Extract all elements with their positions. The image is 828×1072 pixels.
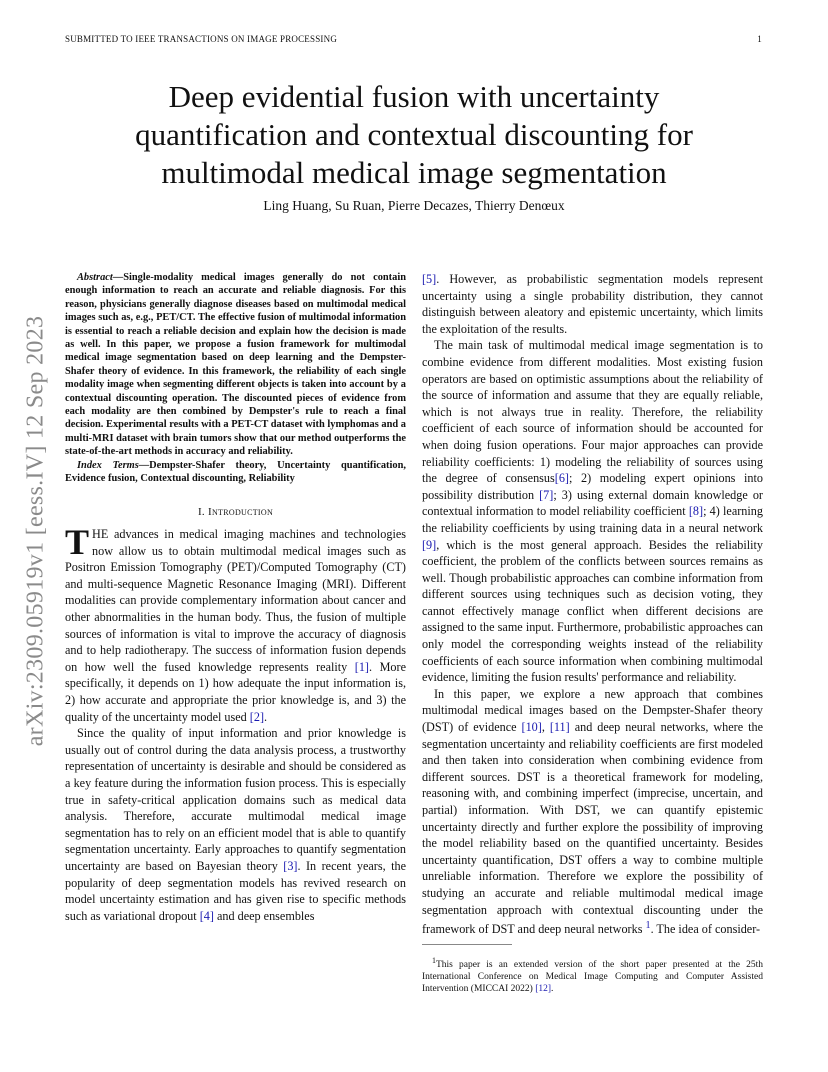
page-number: 1 (757, 34, 762, 44)
paragraph-text: The main task of multimodal medical image segmentation is to combine evidence from different modalities. Most existing fusion operators are based on optimistic assumptions about the reliability of the source of information and assume that they are equally reliable, which is not always true in reality. Therefore, the reliability coefficient of each source of information should be accounted for when doing fusion operations. Four major approaches can provide reliability coefficients: 1) modeling the reliability of sources using the degree of consensus (422, 338, 763, 486)
title-line: quantification and contextual discounting for (135, 117, 693, 152)
paragraph-text: . However, as probabilistic segmentation models represent uncertainty using a single probability distribution, they cannot distinguish between aleatory and epistemic uncertainty, which limits the exploitation of the results. (422, 272, 763, 336)
paragraph-text: . (264, 709, 268, 724)
paragraph-text: and deep neural networks, where the segmentation uncertainty and reliability coefficients are first modeled and then taken into consideration when combining evidence from different sources. DST is a theoretical framework for modeling, reasoning with, and combining imperfect (imprecise, uncertain, and partial) information. With DST, we can quantify epistemic uncertainty directly and further explore the possibility of improving the model reliability based on the quantified uncertainty. Besides uncertainty quantification, DST offers a way to combine multiple unreliable information. Therefore we explore the possibility of studying an accurate and reliable multimodal medical image segmentation approach with contextual discounting under the framework of DST and deep neural networks (422, 720, 763, 937)
paragraph-text: and deep ensembles (213, 908, 315, 923)
citation-link[interactable]: [11] (549, 720, 570, 735)
paragraph-text: ; 3) using external domain knowledge or contextual information to model reliability coefficient (422, 487, 763, 519)
intro-paragraph (65, 725, 406, 924)
body-paragraph (422, 271, 763, 337)
footnote (422, 955, 763, 995)
running-header (65, 34, 762, 48)
citation-link[interactable]: [12] (535, 983, 552, 994)
index-terms (65, 459, 406, 486)
paragraph-text: . The idea of consider- (650, 922, 761, 937)
citation-link[interactable]: [2] (249, 709, 265, 724)
citation-link[interactable]: [4] (199, 908, 214, 923)
section-heading: I. Introduction (197, 505, 274, 518)
paragraph-text: , which is the most general approach. Besides the reliability coefficient, the problem of the conflicts between sources remains as well. Though probabilistic approaches can combine information from different sources using techniques such as decision voting, they cannot effectively manage conflict when different decisions are assigned to the same input. Furthermore, probabilistic approaches can only model the corresponding weights instead of the reliability coefficients of each source information when combining multimodal evidence, limiting the fusion results' performance and reliability. (422, 537, 763, 685)
left-column (65, 271, 406, 924)
footnote-marker[interactable]: 1 (645, 920, 651, 932)
citation-link[interactable]: [1] (354, 659, 369, 674)
paragraph-text: ; 4) learning the reliability coefficients by using training data in a neural network (422, 504, 763, 535)
abstract-text: —Single-modality medical images generally do not contain enough information to reach an accurate and reliable diagnosis. For this reason, physicians generally diagnose diseases based on multimodal medical images such as, e.g., PET/CT. The effective fusion of multimodal information is essential to reach a reliable decision and explain how the decision is made as well. In this paper, we propose a fusion framework for multimodal medical image segmentation based on deep learning and the Dempster-Shafer theory of evidence. In this framework, the reliability of each single modality image when segmenting different objects is taken into account by a contextual discounting operation. The discounted pieces of evidence from each modality are then combined by Dempster's rule to reach a final decision. Experimental results with a PET-CT dataset with lymphomas and a multi-MRI dataset with brain tumors show that our method outperforms the state-of-the-art methods in accuracy and reliability. (65, 272, 406, 458)
citation-link[interactable]: [3] (283, 858, 298, 873)
footnote-text: . (551, 983, 554, 994)
footnote-rule (422, 944, 512, 945)
citation-link[interactable]: [5] (422, 272, 437, 286)
footnote-mark: 1 (432, 955, 436, 965)
citation-link[interactable]: [6] (554, 471, 569, 486)
index-terms-label: Index Terms (77, 459, 139, 471)
paragraph-text: In this paper, we explore a new approach that combines multimodal medical images based on the Dempster-Shafer theory (DST) of evidence (422, 686, 763, 735)
title-line: multimodal medical image segmentation (161, 155, 667, 190)
citation-link[interactable]: [9] (422, 537, 437, 552)
author-list: Ling Huang, Su Ruan, Pierre Decazes, Thierry Denœux (263, 198, 565, 213)
intro-paragraph (65, 522, 406, 725)
paragraph-text: Since the quality of input information and prior knowledge is usually out of control during the data analysis process, a trustworthy representation of uncertainty is desirable and should be considered as a key feature during the information fusion process. This is especially true in safety-critical application domains such as medical data analysis. Therefore, accurate multimodal medical image segmentation has to rely on an efficient model that is able to quantify segmentation uncertainty. Early approaches to quantify segmentation uncertainty are based on Bayesian theory (65, 726, 406, 873)
index-terms-text: —Dempster-Shafer theory, Uncertainty quantification, Evidence fusion, Contextual discounting, Reliability (65, 459, 406, 485)
paragraph-text: . More specifically, it depends on 1) how adequate the input information is, 2) how accurate and appropriate the prior knowledge is, and 3) the quality of the uncertainty model used (65, 659, 406, 724)
abstract-label: Abstract (77, 272, 113, 283)
arxiv-stamp (18, 288, 54, 774)
abstract (65, 271, 406, 459)
right-column (422, 271, 763, 995)
body-paragraph (422, 686, 763, 938)
paragraph-text: ; 2) modeling expert opinions into possibility distribution (422, 471, 763, 502)
citation-link[interactable]: [8] (688, 504, 704, 519)
paragraph-text: . In recent years, the popularity of deep segmentation models has revived research on model uncertainty estimation and has given rise to specific methods such as variational dropout (65, 858, 406, 923)
title-line: Deep evidential fusion with uncertainty (168, 79, 660, 114)
footnote-text: This paper is an extended version of the short paper presented at the 25th International Conference on Medical Image Computing and Computer Assisted Intervention (MICCAI 2022) (422, 959, 763, 994)
body-paragraph (422, 337, 763, 685)
citation-link[interactable]: [10] (521, 720, 542, 735)
paragraph-text: , (541, 720, 550, 735)
arxiv-id: arXiv:2309.05919v1 [eess.IV] 12 Sep 2023 (22, 315, 49, 747)
drop-cap: T (65, 522, 90, 563)
citation-link[interactable]: [7] (539, 487, 554, 502)
journal-name: SUBMITTED TO IEEE TRANSACTIONS ON IMAGE PROCESSING (65, 34, 338, 44)
paper-title (60, 78, 768, 192)
paragraph-text: HE advances in medical imaging machines and technologies now allow us to obtain multimodal medical images such as Positron Emission Tomography (PET)/Computed Tomography (CT) and multi-sequence Magnetic Resonance Imaging (MRI). Different modalities can provide complementary information about cancer and other abnormalities in the human body. Thus, the fusion of multiple sources of information is vital to improve the accuracy of diagnosis and to help radiotherapy. The success of information fusion depends on how well the fused knowledge represents reality (65, 527, 406, 674)
